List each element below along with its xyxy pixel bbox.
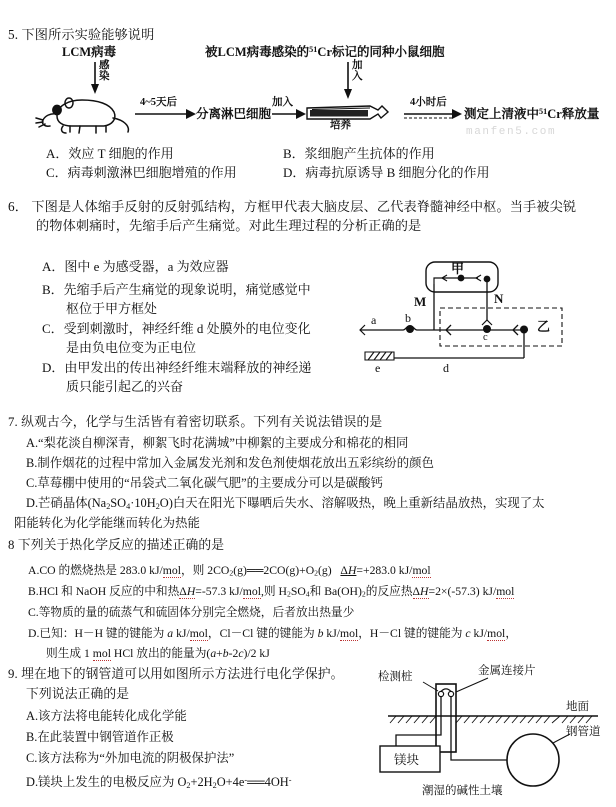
q8-stem-text: 下列关于热化学反应的描述正确的是 (17, 538, 225, 552)
q6-label-b: b (405, 311, 411, 325)
q6-opt-c-key: C． (42, 321, 64, 336)
question-9-number: 9. (8, 667, 18, 681)
q8-opt-b-key: B. (28, 585, 39, 598)
q9-label-post: 检测桩 (378, 671, 413, 683)
q5-label-days: 4~5天后 (140, 97, 177, 108)
q5-label-hours: 4小时后 (410, 97, 447, 108)
q8-opt-c-key: C. (28, 606, 39, 619)
q7-opt-b-key: B. (26, 456, 38, 470)
q9-label-pipe: 钢管道 (566, 726, 601, 738)
q9-stem-text-1: 埋在地下的钢管道可以用如图所示方法进行电化学保护。 (21, 667, 344, 681)
q8-opt-b-text: HCl 和 NaOH 反应的中和热ΔH=-57.3 kJ/mol,则 $H_2SO_4$和 $Ba(OH)_2$的反应热ΔH=2×(-57.3) kJ/mol (38, 585, 515, 599)
question-9-option-d (26, 771, 291, 794)
q5-label-measure: 测定上清液中$^{51}$Cr释放量 (464, 107, 600, 121)
question-9-stem-line2 (26, 686, 129, 703)
question-6-figure (348, 258, 610, 386)
q5-opt-c-key: C． (46, 165, 68, 180)
question-9-option-b (26, 729, 174, 746)
q6-label-jia: 甲 (451, 261, 465, 276)
question-5-number: 5. (8, 27, 19, 42)
question-9-option-c (26, 750, 234, 767)
q6-opt-b-key: B． (42, 282, 64, 297)
q6-stem-text-2: 的物体刺痛时，先缩手后产生痛觉。对此生理过程的分析正确的是 (36, 218, 422, 233)
q9-label-ground: 地面 (566, 701, 589, 713)
q5-opt-b-key: B． (283, 146, 305, 161)
question-8-number: 8 (8, 538, 15, 552)
q8-opt-a-key: A. (28, 564, 40, 577)
question-7-option-d (26, 495, 545, 515)
q6-opt-a-line1: 图中 e 为感受器，a 为效应器 (64, 259, 229, 274)
q8-opt-a-text: CO 的燃烧热是 283.0 kJ/mol，则 $2CO_2(g)══2CO(g)+O_2(g)$ ΔH=+283.0 kJ/mol (39, 564, 431, 578)
q5-label-separate: 分离淋巴细胞 (196, 107, 272, 121)
question-9-option-a (26, 708, 187, 725)
q5-opt-d-text: 病毒抗原诱导 B 细胞分化的作用 (305, 165, 490, 180)
q7-opt-c-text: 草莓棚中使用的“吊袋式二氧化碳气肥”的主要成分可以是碳酸钙 (37, 476, 383, 490)
q6-label-yi: 乙 (537, 319, 551, 334)
q6-label-a: a (371, 313, 377, 327)
question-7-number: 7. (8, 415, 18, 429)
q9-opt-d-text: 镁块上发生的电极反应为 $O_2+2H_2O+4e^-══4OH^-$ (38, 774, 292, 790)
q5-label-add1: 加入 (272, 97, 293, 108)
q5-opt-b-text: 浆细胞产生抗体的作用 (304, 146, 435, 161)
question-6-option-d (42, 359, 311, 376)
question-7-option-c (26, 475, 383, 492)
q7-opt-d-text: 芒硝晶体$(Na_2SO_4\cdot 10H_2O)$白天在阳光下曝晒后失水、溶解吸热，晚上重新结晶放热，实现了太 (38, 496, 545, 511)
question-8-option-b (28, 583, 514, 603)
q6-stem-text-1: 下图是人体缩手反射的反射弧结构，方框甲代表大脑皮层、乙代表脊髓神经中枢。当手被尖锐 (31, 199, 577, 214)
q6-label-M: M (414, 294, 427, 309)
q9-opt-c-text: 该方法称为“外加电流的阴极保护法” (37, 751, 235, 765)
question-5-option-b (283, 145, 435, 162)
q6-opt-c-line2: 是由负电位变为正电位 (66, 340, 197, 355)
q9-label-mg: 镁块 (394, 753, 420, 767)
q6-reflex-arc-diagram (348, 258, 610, 386)
q6-opt-c-line1: 受到刺激时，神经纤维 d 处膜外的电位变化 (63, 321, 311, 336)
q8-opt-d-line1: 已知：H－H 键的键能为 a kJ/mol，Cl－Cl 键的键能为 b kJ/mol，H－Cl 键的键能为 c kJ/mol， (39, 627, 518, 640)
question-7-stem (8, 414, 382, 431)
q6-opt-b-line2: 枢位于甲方框处 (66, 301, 158, 316)
q7-opt-d-line2: 阳能转化为化学能继而转化为热能 (14, 516, 200, 530)
q6-label-N: N (494, 291, 504, 306)
q5-opt-a-key: A． (46, 146, 69, 161)
q8-opt-d-key: D. (28, 627, 40, 640)
question-6-option-b (42, 281, 311, 298)
q9-opt-c-key: C. (26, 751, 38, 765)
question-6-stem-line2 (36, 217, 421, 234)
question-8-option-d (28, 625, 517, 642)
q9-opt-d-key: D. (26, 774, 39, 789)
question-6-option-d-cont (66, 378, 183, 395)
q9-opt-b-text: 在此装置中钢管道作正极 (37, 730, 174, 744)
question-6-stem-line1 (8, 198, 576, 215)
q5-label-culture: 培养 (330, 120, 351, 131)
question-6-number: 6． (8, 199, 28, 214)
q5-label-virus: LCM病毒 (62, 45, 117, 59)
question-5-figure (0, 40, 616, 140)
q6-opt-d-line2: 质只能引起乙的兴奋 (66, 379, 184, 394)
watermark: manfen5.com (466, 126, 557, 138)
q6-label-d: d (443, 361, 449, 375)
question-5-option-a (46, 145, 174, 162)
question-6-option-b-cont (66, 300, 157, 317)
q8-opt-d-line2: 则生成 1 mol HCl 放出的能量为(a+b-2c)/2 kJ (46, 647, 270, 660)
q6-opt-b-line1: 先缩手后产生痛觉的现象说明，痛觉感觉中 (63, 282, 311, 297)
question-6-option-c (42, 320, 311, 337)
q9-stem-text-2: 下列说法正确的是 (26, 687, 130, 701)
question-5-option-d (283, 164, 490, 181)
question-9-stem-line1 (8, 666, 344, 683)
question-8-option-d-cont (46, 645, 270, 662)
q9-label-soil: 潮湿的碱性土壤 (422, 785, 503, 797)
q6-opt-d-key: D． (42, 360, 65, 375)
q7-stem-text: 纵观古今，化学与生活皆有着密切联系。下列有关说法错误的是 (21, 415, 383, 429)
q9-opt-b-key: B. (26, 730, 38, 744)
q6-opt-d-line1: 由甲发出的传出神经纤维末端释放的神经递 (64, 360, 312, 375)
question-6-option-c-cont (66, 339, 196, 356)
q5-opt-c-text: 病毒刺激淋巴细胞增殖的作用 (67, 165, 237, 180)
q7-opt-b-text: 制作烟花的过程中常加入金属发光剂和发色剂使烟花放出五彩缤纷的颜色 (37, 456, 434, 470)
question-5-option-c (46, 164, 237, 181)
q9-opt-a-key: A. (26, 709, 39, 723)
q7-opt-c-key: C. (26, 476, 38, 490)
question-6-option-a (42, 258, 229, 275)
q9-opt-a-text: 该方法将电能转化成化学能 (38, 709, 187, 723)
q7-opt-d-key: D. (26, 496, 39, 510)
question-7-option-b (26, 455, 434, 472)
question-8-option-a (28, 562, 431, 582)
q8-opt-c-text: 等物质的量的硫蒸气和硫固体分别完全燃烧，后者放出热量少 (38, 606, 355, 619)
q6-label-c: c (483, 332, 488, 343)
question-8-stem (8, 537, 224, 554)
question-5-stem-text: 下图所示实验能够说明 (21, 27, 155, 42)
question-9-figure (370, 660, 616, 802)
q5-opt-d-key: D． (283, 165, 306, 180)
q6-label-e: e (375, 361, 381, 375)
q7-opt-a-text: “梨花淡自柳深青，柳絮飞时花满城”中柳絮的主要成分和棉花的相同 (38, 436, 409, 450)
question-7-option-d-cont (14, 515, 200, 532)
q7-opt-a-key: A. (26, 436, 39, 450)
q5-label-add2: 加 入 (352, 60, 363, 82)
question-8-option-c (28, 604, 354, 621)
q9-label-strip: 金属连接片 (478, 665, 536, 677)
q5-label-target: 被LCM病毒感染的$^{51}$Cr标记的同种小鼠细胞 (205, 45, 445, 59)
q6-opt-a-key: A． (42, 259, 65, 274)
q5-label-infect: 感 染 (99, 60, 110, 82)
question-7-option-a (26, 435, 408, 452)
q5-opt-a-text: 效应 T 细胞的作用 (68, 146, 174, 161)
